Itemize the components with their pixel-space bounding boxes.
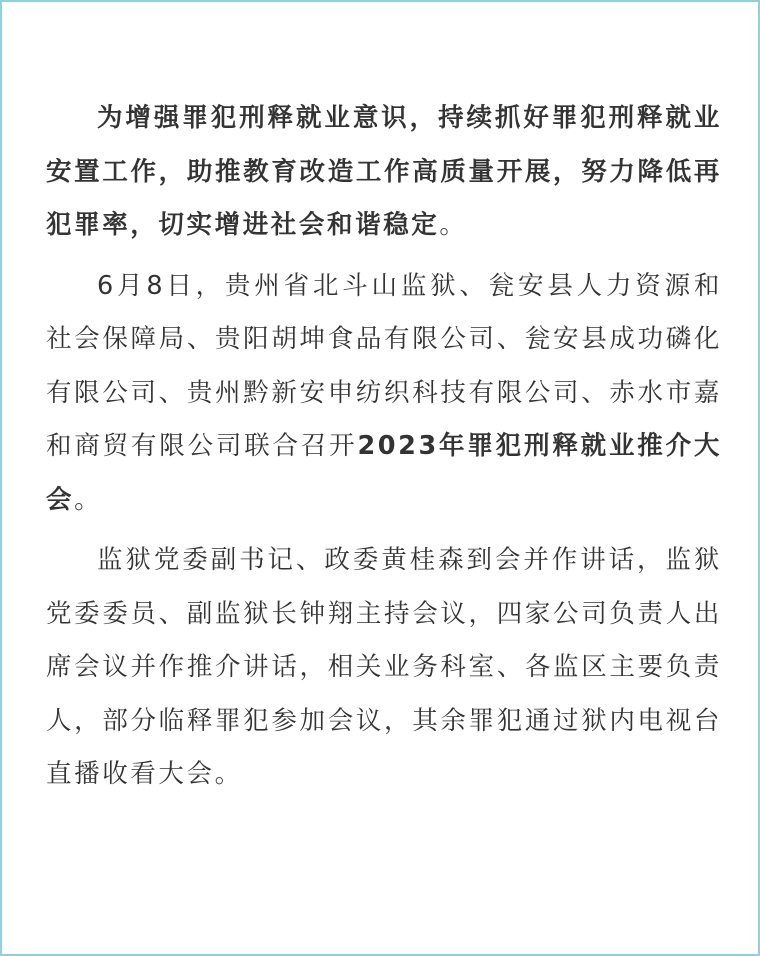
- paragraph-attendees: [46, 534, 722, 802]
- paragraph-intro-bold: 为增强罪犯刑释就业意识，持续抓好罪犯刑释就业安置工作，助推教育改造工作高质量开展，努力降低再犯罪率，切实增进社会和谐稳定: [46, 103, 722, 240]
- paragraph-event-tail: 。: [74, 484, 103, 515]
- paragraph-event: [46, 260, 722, 528]
- paragraph-intro-tail: 。: [439, 210, 468, 240]
- paragraph-attendees-text: 监狱党委副书记、政委黄桂森到会并作讲话，监狱党委委员、副监狱长钟翔主持会议，四家公司负责人出席会议并作推介讲话，相关业务科室、各监区主要负责人，部分临释罪犯参加会议，其余罪犯通过狱内电视台直播收看大会。: [46, 545, 722, 789]
- paragraph-intro: [46, 92, 722, 253]
- article-body: [46, 92, 722, 802]
- paragraph-event-text: 6月8日，贵州省北斗山监狱、瓮安县人力资源和社会保障局、贵阳胡坤食品有限公司、瓮安县成功磷化有限公司、贵州黔新安申纺织科技有限公司、赤水市嘉和商贸有限公司联合召开: [46, 270, 722, 461]
- paragraph-event-bold: 2023年罪犯刑释就业推介大会: [46, 431, 722, 515]
